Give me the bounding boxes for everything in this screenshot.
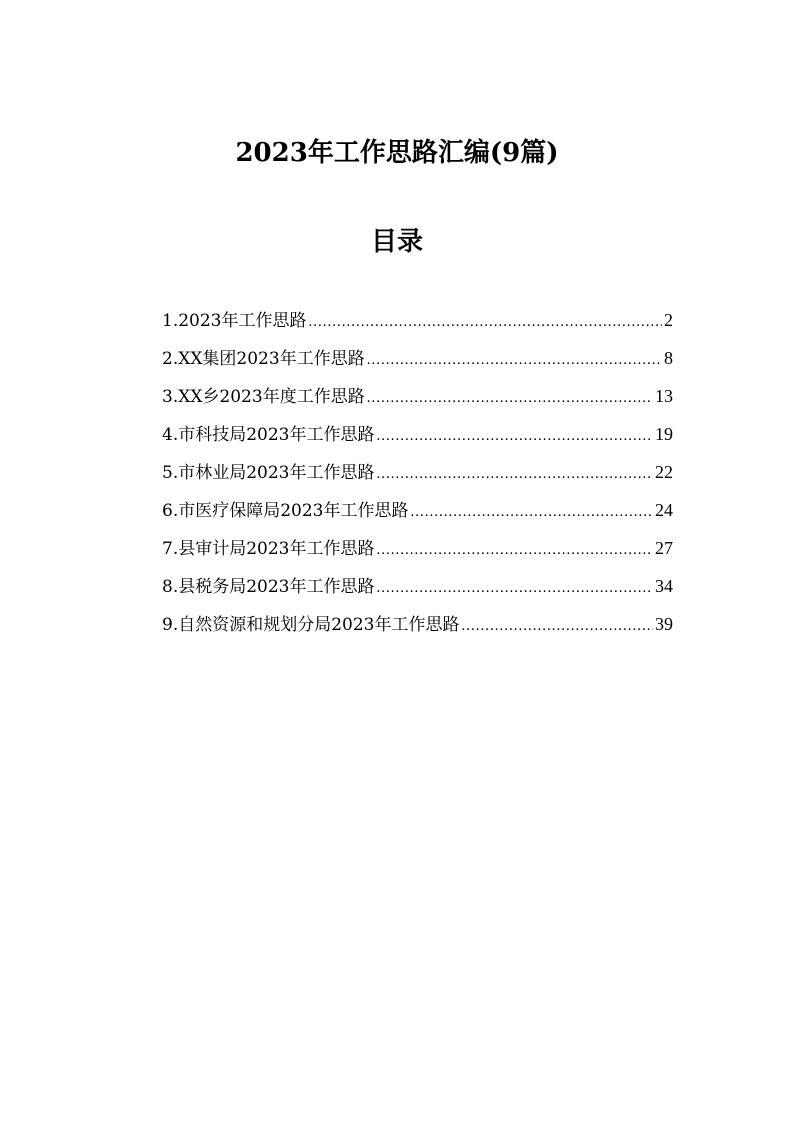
- toc-entry-page: 2: [664, 310, 673, 330]
- toc-entry[interactable]: [162, 304, 673, 342]
- toc-entry-page: 27: [655, 538, 673, 558]
- document-title: 2023年工作思路汇编(9篇): [235, 138, 559, 168]
- toc-dot-leader: [308, 306, 662, 338]
- toc-dot-leader: [367, 382, 653, 414]
- toc-entry-page: 19: [655, 424, 673, 444]
- toc-entry-page: 39: [655, 614, 673, 634]
- toc-heading: 目录: [370, 227, 423, 257]
- toc-entry-page: 34: [655, 576, 673, 596]
- toc-entry[interactable]: [162, 342, 673, 380]
- toc-entry-title: 3.XX乡2023年度工作思路: [162, 387, 365, 407]
- toc-entry-title: 6.市医疗保障局2023年工作思路: [162, 501, 409, 521]
- toc-entry[interactable]: [162, 532, 673, 570]
- toc-dot-leader: [376, 420, 653, 452]
- toc-dot-leader: [367, 344, 662, 376]
- toc-dot-leader: [376, 572, 653, 604]
- toc-entry[interactable]: [162, 608, 673, 646]
- toc-entry-page: 13: [655, 386, 673, 406]
- toc-dot-leader: [376, 458, 653, 490]
- toc-entry-title: 1.2023年工作思路: [162, 311, 307, 331]
- toc-dot-leader: [376, 534, 653, 566]
- toc-entry[interactable]: [162, 380, 673, 418]
- toc-entry-title: 5.市林业局2023年工作思路: [162, 463, 375, 483]
- toc-entry-title: 4.市科技局2023年工作思路: [162, 425, 375, 445]
- toc-entry[interactable]: [162, 418, 673, 456]
- toc-entry[interactable]: [162, 456, 673, 494]
- toc-entry[interactable]: [162, 570, 673, 608]
- toc-entry-title: 2.XX集团2023年工作思路: [162, 349, 365, 369]
- table-of-contents: [162, 304, 673, 646]
- toc-entry-page: 8: [664, 348, 673, 368]
- toc-entry[interactable]: [162, 494, 673, 532]
- toc-dot-leader: [410, 496, 653, 528]
- toc-entry-title: 7.县审计局2023年工作思路: [162, 539, 375, 559]
- toc-entry-page: 22: [655, 462, 673, 482]
- toc-entry-title: 9.自然资源和规划分局2023年工作思路: [162, 615, 460, 635]
- toc-entry-title: 8.县税务局2023年工作思路: [162, 577, 375, 597]
- toc-dot-leader: [461, 610, 653, 642]
- toc-entry-page: 24: [655, 500, 673, 520]
